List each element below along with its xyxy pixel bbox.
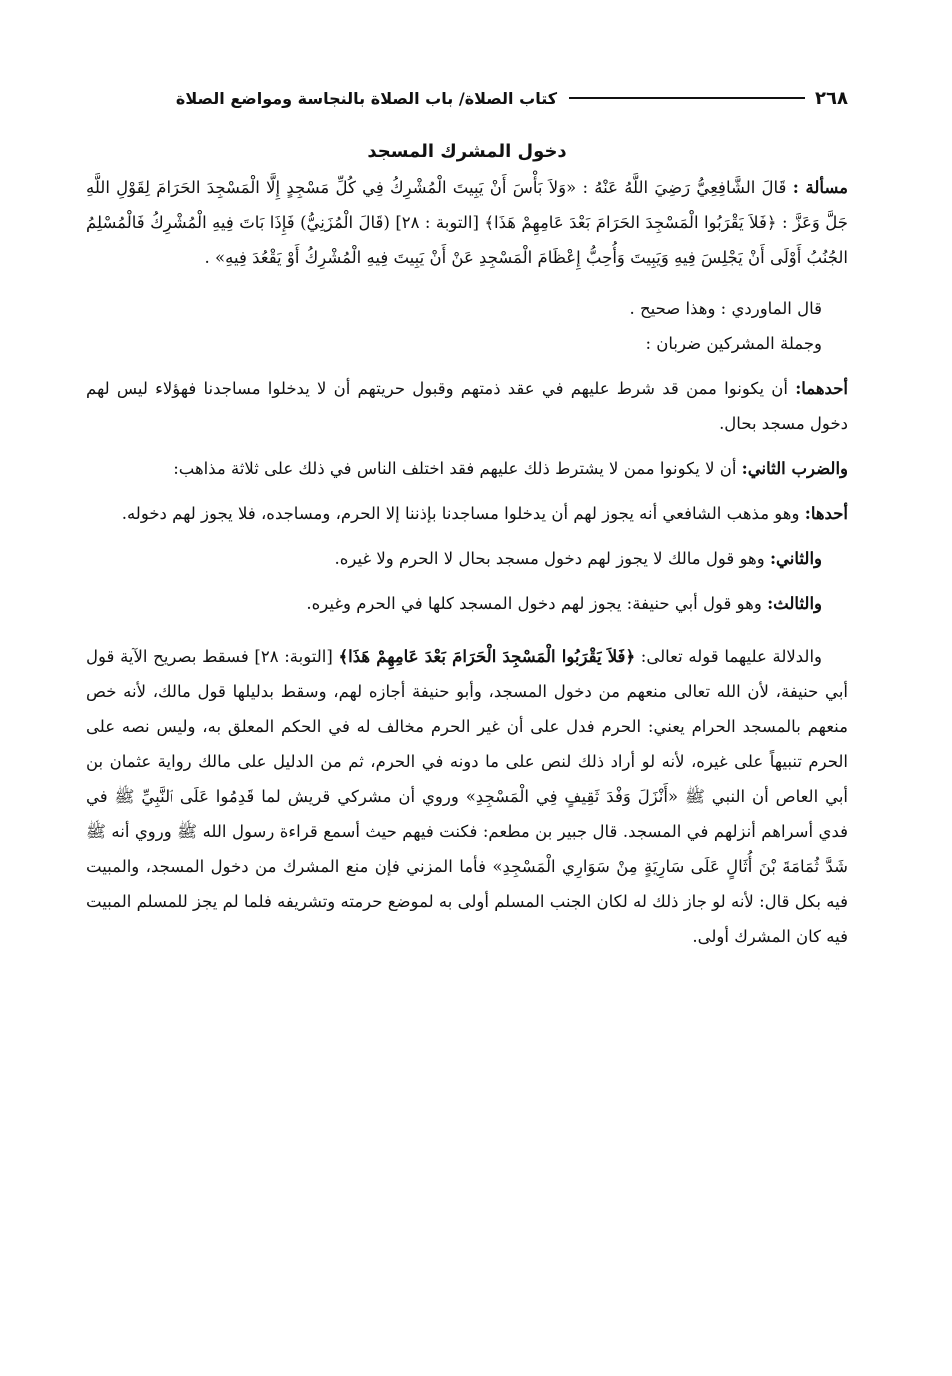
madhhab-two-paragraph	[86, 541, 848, 576]
madhhab-three-body: وهو قول أبي حنيفة: يجوز لهم دخول المسجد كلها في الحرم وغيره.	[306, 594, 762, 613]
masala-body: قَالَ الشَّافِعِيُّ رَضِيَ اللَّهُ عَنْهُ : «وَلاَ بَأْسَ أَنْ يَبِيتَ الْمُشْرِكُ فِي كُلِّ مَسْجِدٍ إِلَّا الْمَسْجِدَ الحَرَامَ لِقَوْلِ اللَّهِ جَلَّ وَعَزَّ : ﴿فَلاَ يَقْرَبُوا الْمَسْجِدَ الحَرَامَ بَعْدَ عَامِهِمْ هَذَا﴾ [التوبة : ٢٨] (قَالَ الْمُزَنِيُّ) فَإِذَا بَاتَ فِيهِ الْمُشْرِكُ فَالْمُسْلِمُ الجُنُبُ أَوْلَى أَنْ يَجْلِسَ فِيهِ وَيَبِيتَ وَأُحِبُّ إِعْظَامَ الْمَسْجِدِ عَنْ أَنْ يَبِيتَ فِيهِ الْمُشْرِكُ أَوْ يَقْعُدَ فِيهِ» .	[86, 178, 848, 267]
madhhab-three-paragraph	[86, 586, 848, 621]
running-title: كتاب الصلاة/ باب الصلاة بالنجاسة ومواضع الصلاة	[175, 88, 558, 108]
spacer	[86, 361, 848, 371]
masala-lead: مسألة :	[792, 178, 848, 197]
spacer	[86, 621, 848, 639]
spacer	[86, 275, 848, 291]
section-title: دخول المشرك المسجد	[367, 141, 567, 162]
second-kind-body: أن لا يكونوا ممن لا يشترط ذلك عليهم فقد اختلف الناس في ذلك على ثلاثة مذاهب:	[173, 459, 737, 478]
madhhab-one-paragraph	[86, 496, 848, 531]
madhhab-one-lead: أحدها:	[804, 504, 848, 523]
intro-line: وجملة المشركين ضربان :	[645, 334, 822, 353]
spacer	[86, 576, 848, 586]
madhhab-two-body: وهو قول مالك لا يجوز لهم دخول مسجد بحال لا الحرم ولا غيره.	[334, 549, 765, 568]
mawardi-line: قال الماوردي : وهذا صحيح .	[629, 299, 822, 318]
page-number: ٢٦٨	[815, 87, 848, 109]
book-page	[86, 78, 848, 954]
header-rule	[569, 97, 805, 99]
first-kind-lead: أحدهما:	[795, 379, 848, 398]
evidence-opening: والدلالة عليهما قوله تعالى:	[635, 647, 822, 666]
spacer	[86, 441, 848, 451]
evidence-verse: ﴿فَلاَ يَقْرَبُوا الْمَسْجِدَ الْحَرَامَ بَعْدَ عَامِهِمْ هَذَا﴾	[338, 647, 636, 666]
spacer	[86, 531, 848, 541]
spacer	[86, 486, 848, 496]
running-header	[86, 78, 848, 118]
second-kind-lead: والضرب الثاني:	[741, 459, 848, 478]
evidence-paragraph	[86, 639, 848, 954]
evidence-body: [التوبة: ٢٨] فسقط بصريح الآية قول أبي حنيفة، لأن الله تعالى منعهم من دخول المسجد، وأبو حنيفة أجازه لهم، وسقط بدليلها قول مالك، لأنه خص منعهم بالمسجد الحرام يعني: الحرم فدل على أن غير الحرم مخالف له في الحكم المعلق به، وليس نصه على الحرم تنبيهاً على غيره، لأنه لو أراد ذلك لنص على ما دونه في الحرم، ثم من الدليل على مالك رواية عثمان بن أبي العاص أن النبي ﷺ «أَنْزَلَ وَفْدَ ثَقِيفٍ فِي الْمَسْجِدِ» وروي أن مشركي قريش لما قَدِمُوا عَلَى ٱلنَّبِيِّ ﷺ في فدي أسراهم أنزلهم في المسجد. قال جبير بن مطعم: فكنت فيهم حيث أسمع قراءة رسول الله ﷺ وروي أنه ﷺ شَدَّ ثُمَامَةَ بْنَ أُثَالٍ عَلَى سَارِيَةٍ مِنْ سَوَارِي الْمَسْجِدِ» فأما المزني فإن منع المشرك من دخول المسجد، والمبيت فيه بكل قال: لأنه لو جاز ذلك له لكان الجنب المسلم أولى به لموضع حرمته وتشريفه فلما لم يجز للمسلم المبيت فيه كان المشرك أولى.	[86, 647, 848, 946]
masala-paragraph	[86, 170, 848, 275]
second-kind-paragraph	[86, 451, 848, 486]
first-kind-body: أن يكونوا ممن قد شرط عليهم في عقد ذمتهم وقبول حريتهم أن لا يدخلوا مساجدنا فهؤلاء ليس لهم دخول مسجد بحال.	[86, 379, 848, 433]
madhhab-three-lead: والثالث:	[767, 594, 822, 613]
first-kind-paragraph	[86, 371, 848, 441]
madhhab-two-lead: والثاني:	[769, 549, 822, 568]
madhhab-one-body: وهو مذهب الشافعي أنه يجوز لهم أن يدخلوا مساجدنا بإذننا إلا الحرم، ومساجده، فلا يجوز لهم دخوله.	[121, 504, 800, 523]
